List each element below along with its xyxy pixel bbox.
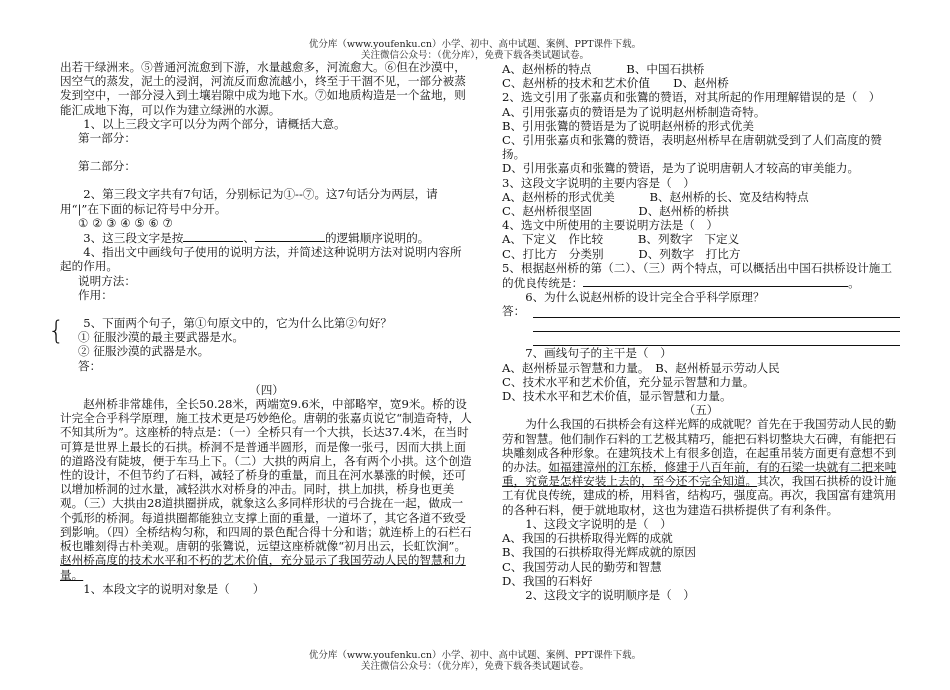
s4-q4-option-ab: A、下定义 作比较 B、列数字 下定义 xyxy=(502,232,740,247)
s4-question-6: 6、为什么说赵州桥的设计完全合乎科学原理？ xyxy=(525,290,765,305)
s4-question-7: 7、画线句子的主干是（ ） xyxy=(525,346,672,361)
s5-q1-option-d: D、我国的石料好 xyxy=(502,573,593,588)
section-4-title: （四） xyxy=(249,382,284,397)
section-4-passage xyxy=(60,397,473,582)
passage-continuation: 出若干绿洲来。⑤普通河流愈到下游，水量越愈多，河流愈大。⑥但在沙漠中，因空气的蒸发，泥土的浸润，河流反而愈流越小，终至于干涸不见，一部分被蒸发到空中，一部分浸入到土壤岩隙中成为地下水。⑦如地质构造是一个盆地，则能汇成地下海，可以作为建立绿洲的水源。 xyxy=(60,60,466,117)
s4-q1-option-cd: C、赵州桥的技术和艺术价值 D、赵州桥 xyxy=(502,76,729,91)
question-2-marks: ① ② ③ ④ ⑤ ⑥ ⑦ xyxy=(78,215,173,230)
s4-question-5-text: 5、根据赵州桥的第（二）、（三）两个特点，可以概括出中国石拱桥设计施工的优良传统是： xyxy=(502,260,892,291)
question-5-sentence-2: ② 征服沙漠的武器是水。 xyxy=(78,344,210,359)
question-5-sentence-1: ① 征服沙漠的最主要武器是水。 xyxy=(78,330,244,345)
section-5-text-b: 其次，我国石拱桥的设计施工有优良传统，建成的桥，用料省，结构巧，强度高。再次，我国富有建筑用的各种石料，便于就地取材，这也为建造石拱桥提供了有利条件。 xyxy=(502,474,897,517)
question-3-blank-2[interactable] xyxy=(255,230,325,242)
question-3-text-b: 、 xyxy=(243,231,255,246)
section-5-text-a: 为什么我国的石拱桥会有这样光辉的成就呢？首先在于我国劳动人民的勤劳和智慧。他们制作石料的工艺极其精巧，能把石料切整块大石碑，有能把石块雕刻成各种形象。在建筑技术上有很多创造，在起重吊装方面更有意想不到的办法。 xyxy=(502,417,897,475)
s4-q7-option-c: C、技术水平和艺术价值，充分显示智慧和力量。 xyxy=(502,374,755,389)
page-header xyxy=(0,39,950,61)
s4-q2-option-a: A、引用张嘉贞的赞语是为了说明赵州桥制造奇特。 xyxy=(502,104,766,119)
question-1-part-2: 第二部分： xyxy=(78,159,136,174)
s4-question-3: 3、这段文字说明的主要内容是（ ） xyxy=(502,175,695,190)
s5-q1-option-a: A、我国的石拱桥取得光辉的成就 xyxy=(502,531,673,546)
question-4-method: 说明方法： xyxy=(78,273,136,288)
s4-q2-option-b: B、引用张鷟的赞语是为了说明赵州桥的形式优美 xyxy=(502,118,754,133)
s4-q3-option-cd: C、赵州桥很坚固 D、赵州桥的桥拱 xyxy=(502,204,729,219)
question-1-part-1: 第一部分： xyxy=(78,131,136,146)
s4-q7-option-d: D、技术水平和艺术价值，显示智慧和力量。 xyxy=(502,389,732,404)
question-5-answer: 答： xyxy=(78,358,102,373)
s4-q1-option-ab: A、赵州桥的特点 B、中国石拱桥 xyxy=(502,62,705,76)
right-column xyxy=(502,62,900,602)
s4-question-6-answer-label: 答： xyxy=(502,304,526,319)
page-footer xyxy=(0,650,950,672)
s4-question-4: 4、选文中所使用的主要说明方法是（ ） xyxy=(502,218,719,233)
brace-icon: { xyxy=(48,316,65,347)
s4-q3-option-ab: A、赵州桥的形式优美 B、赵州桥的长、宽及结构特点 xyxy=(502,189,809,204)
footer-line-2: 关注微信公众号：（优分库），免费下载各类试题试卷。 xyxy=(360,661,589,672)
s4-question-6-answer-lines[interactable] xyxy=(525,304,900,346)
question-1: 1、以上三段文字可以分为两个部分，请概括大意。 xyxy=(83,116,346,131)
s5-question-2: 2、这段文字的说明顺序是（ ） xyxy=(525,587,695,602)
section-5-passage xyxy=(502,417,900,516)
question-4-effect: 作用： xyxy=(78,287,113,302)
left-column xyxy=(48,60,473,596)
s4-q7-option-ab: A、赵州桥显示智慧和力量。 B、赵州桥显示劳动人民 xyxy=(502,360,780,375)
footer-line-1: 优分库（www.youfenku.cn）小学、初中、高中试题、案例、PPT课件下载。 xyxy=(308,650,642,661)
s4-question-6-answer xyxy=(502,304,900,346)
section-5-title: （五） xyxy=(683,403,719,418)
s4-question-5-end: 。 xyxy=(848,276,860,291)
s4-question-5-blank[interactable] xyxy=(583,275,848,287)
s5-q1-option-b: B、我国的石拱桥取得光辉成就的原因 xyxy=(502,545,697,560)
s5-q1-option-c: C、我国劳动人民的勤劳和智慧 xyxy=(502,559,662,574)
question-5: 5、下面两个句子，第①句原文中的，它为什么比第②句好？ xyxy=(83,316,393,331)
header-line-2: 关注微信公众号：（优分库），免费下载各类试题试卷。 xyxy=(360,50,589,61)
question-3-text-c: 的逻辑顺序说明的。 xyxy=(324,231,430,246)
section-4-question-1: 1、本段文字的说明对象是（ ） xyxy=(83,581,265,596)
s4-q4-option-cd: C、打比方 分类别 D、列数字 打比方 xyxy=(502,246,741,261)
question-3-blank-1[interactable] xyxy=(183,230,243,242)
section-5-underlined-sentence: 如福建漳州的江东桥，修建于八百年前，有的石梁一块就有二把来吨重，究竟是怎样安装上去的，至今还不完全知道。 xyxy=(502,460,897,489)
section-4-underlined-sentence: 赵州桥高度的技术水平和不朽的艺术价值，充分显示了我国劳动人民的智慧和力量。 xyxy=(60,553,466,582)
header-line-1: 优分库（www.youfenku.cn）小学、初中、高中试题、案例、PPT课件下载。 xyxy=(308,39,642,50)
section-4-text: 赵州桥非常雄伟，全长50.28米，两端宽9.6米，中部略窄，宽9米。桥的设计完全合乎科学原理，施工技术更是巧妙绝伦。唐朝的张嘉贞说它“制造奇特，人不知其所为”。这座桥的特点是：（一）全桥只有一个大拱，长达37.4米，在当时可算是世界上最长的石拱。桥洞不是普通半圆形，而是像一张弓，因而大拱上面的道路没有陡坡，便于车马上下。（二）大拱的两肩上，各有两个小拱。这个创造性的设计，不但节约了石料，减轻了桥身的重量，而且在河水暴涨的时候，还可以增加桥洞的过水量，减轻洪水对桥身的冲击。同时，拱上加拱，桥身也更美观。（三）大拱由28道拱圈拼成，就象这么多同样形状的弓合拢在一起，做成一个弧形的桥洞。每道拱圈都能独立支撑上面的重量，一道坏了，其它各道不致受到影响。（四）全桥结构匀称，和四周的景色配合得十分和谐；就连桥上的石栏石板也雕刻得古朴美观。唐朝的张鷟说，远望这座桥就像“初月出云，长虹饮涧”。 xyxy=(60,397,472,554)
question-3-text-a: 3、这三段文字是按 xyxy=(83,231,184,246)
question-4: 4、指出文中画线句子使用的说明方法，并简述这种说明方法对说明内容所起的作用。 xyxy=(60,245,462,274)
question-2: 2、第三段文字共有7句话，分别标记为①--⑦。这7句话分为两层，请用“|”在下面的标记符号中分开。 xyxy=(60,187,438,216)
s5-question-1: 1、这段文字说明的是（ ） xyxy=(525,516,672,531)
question-3 xyxy=(60,230,473,245)
s4-q2-option-d: D、引用张嘉贞和张鷟的赞语，是为了说明唐朝人才较高的审美能力。 xyxy=(502,161,860,176)
s4-q2-option-c: C、引用张嘉贞和张鷟的赞语，表明赵州桥早在唐朝就受到了人们高度的赞扬。 xyxy=(502,133,882,162)
s4-question-5 xyxy=(502,261,900,290)
s4-question-2: 2、选文引用了张嘉贞和张鷟的赞语，对其所起的作用理解错误的是（ ） xyxy=(502,90,881,105)
